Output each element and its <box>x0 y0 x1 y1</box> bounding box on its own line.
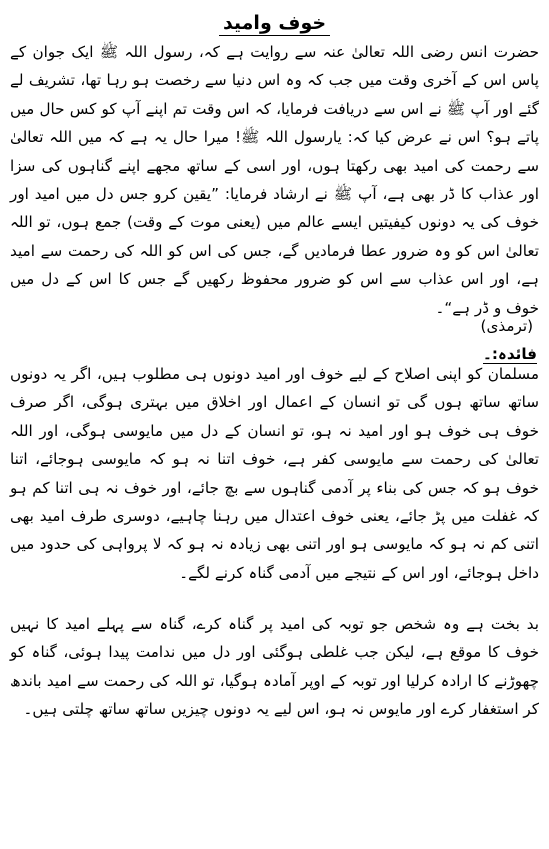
page-title <box>0 10 549 36</box>
title-text: خوف وامید <box>219 12 330 36</box>
hadith-reference: (ترمذی) <box>480 317 533 335</box>
hadith-paragraph: حضرت انس رضی اللہ تعالیٰ عنہ سے روایت ہے کہ، رسول اللہ ﷺ ایک جوان کے پاس اس کے آخری وقت میں جب کہ وہ اس دنیا سے رخصت ہو رہا تھا، تشریف لے گئے اور آپ ﷺ نے اس سے دریافت فرمایا، کہ اس وقت تم اپنے آپ کو کس حال میں پاتے ہو؟ اس نے عرض کیا کہ: یارسول اللہ ﷺ! میرا حال یہ ہے کہ میں اللہ تعالیٰ سے رحمت کی امید بھی رکھتا ہوں، اور اسی کے ساتھ مجھے اپنے گناہوں کی سزا اور عذاب کا ڈر بھی ہے، آپ ﷺ نے ارشاد فرمایا: ”یقین کرو جس دل میں امید اور خوف کی یہ دونوں کیفیتیں ایسے عالم میں (یعنی موت کے وقت) جمع ہوں، تو اللہ تعالیٰ اس کو وہ ضرور عطا فرمادیں گے، جس کی اس کو اللہ کی رحمت سے امید ہے، اور اس عذاب سے اس کو ضرور محفوظ رکھیں گے جس کا اس کے دل میں خوف و ڈر ہے“۔ <box>10 43 539 317</box>
faida-paragraph-2: بد بخت ہے وہ شخص جو توبہ کی امید پر گناہ کرے، گناہ سے پہلے امید کا نہیں خوف کا موقع ہے، لیکن جب غلطی ہوگئی اور دل میں ندامت پیدا ہوئی، گناہ کو چھوڑنے کا ارادہ کرلیا اور توبہ کے اوپر آمادہ ہوگیا، تو اللہ کی رحمت سے امید باندھ کر استغفار کرے اور مایوس نہ ہو، اس لیے یہ دونوں چیزیں ساتھ ساتھ چلتی ہیں۔ <box>10 615 539 719</box>
faida-heading-text: فائدہ:۔ <box>483 345 537 363</box>
faida-paragraph-1: مسلمان کو اپنی اصلاح کے لیے خوف اور امید دونوں ہی مطلوب ہیں، اگر یہ دونوں ساتھ ساتھ ہوں گی تو انسان کے اعمال اور اخلاق میں بہتری ہوگی، اگر صرف خوف ہی خوف ہو اور امید نہ ہو، تو انسان کے دل میں مایوسی ہوگی، اور اللہ تعالیٰ کی رحمت سے مایوسی کفر ہے، خوف اتنا نہ ہو کہ مایوسی ہوجائے، اتنا خوف ہو کہ جس کی بناء پر آدمی گناہوں سے بچ جائے، اور خوف نہ ہی اتنا کم ہو کہ غفلت میں پڑ جائے، یعنی خوف اعتدال میں رہنا چاہیے، دوسری طرف امید بھی اتنی کم نہ ہو کہ مایوسی ہو اور اتنی بھی زیادہ نہ ہو کہ لا پرواہی کی حدود میں داخل ہوجائے، اور اس کے نتیجے میں آدمی گناہ کرنے لگے۔ <box>10 365 539 582</box>
